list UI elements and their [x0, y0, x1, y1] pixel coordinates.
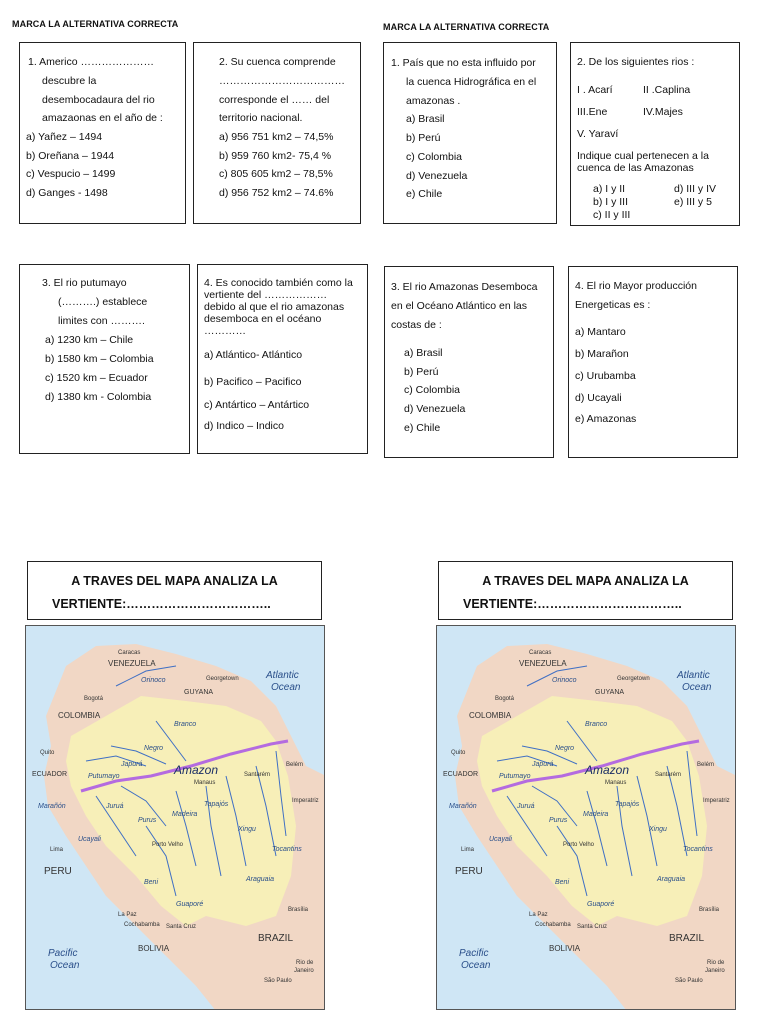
city-label-caracas: Caracas — [118, 650, 141, 656]
river-label-beni: Beni — [555, 879, 570, 886]
river-label-jurua: Juruá — [106, 803, 124, 810]
city-label-imperatriz: Imperatriz — [703, 798, 730, 804]
city-label-quito: Quito — [40, 750, 55, 756]
city-label-santa-cruz: Santa Cruz — [166, 924, 197, 930]
question-line: Energeticas es : — [575, 299, 651, 311]
option-c[interactable]: c) II y III — [593, 209, 631, 221]
city-label-la-paz: La Paz — [118, 912, 137, 918]
header-left: MARCA LA ALTERNATIVA CORRECTA — [12, 19, 179, 29]
city-label-santa-cruz: Santa Cruz — [577, 924, 608, 930]
river-label-madeira: Madeira — [172, 811, 198, 818]
option-a[interactable]: a) 1230 km – Chile — [45, 334, 134, 346]
map-title-line2: VERTIENTE:…………………………….. — [463, 597, 682, 611]
question-box-a2 — [193, 42, 361, 224]
river-label-jurua: Juruá — [517, 803, 535, 810]
river-label-guapore: Guaporé — [176, 901, 204, 908]
question-line: 4. El rio Mayor producción — [575, 280, 697, 292]
question-line: 1. Americo ………………… — [28, 56, 155, 68]
option-c[interactable]: c) Antártico – Antártico — [204, 399, 310, 411]
option-c[interactable]: c) Colombia — [404, 384, 461, 396]
city-label-rio: Rio de — [296, 960, 314, 966]
city-label-manaus: Manaus — [194, 780, 216, 786]
map-title-box-left — [27, 561, 322, 620]
option-a[interactable]: a) Brasil — [404, 347, 443, 359]
option-d[interactable]: d) 1380 km - Colombia — [45, 391, 152, 403]
city-label-georgetown: Georgetown — [206, 676, 239, 682]
option-d[interactable]: d) Ganges - 1498 — [26, 187, 108, 199]
option-a[interactable]: a) I y II — [593, 183, 626, 195]
option-d[interactable]: d) Ucayali — [575, 392, 622, 404]
option-d[interactable]: d) Venezuela — [406, 170, 468, 182]
question-line: amazonas . — [406, 95, 461, 107]
city-label-sao-paulo: São Paulo — [675, 978, 703, 984]
city-label-sao-paulo: São Paulo — [264, 978, 292, 984]
city-label-brasilia: Brasília — [699, 907, 720, 913]
river-label-tocantins: Tocantins — [683, 846, 713, 853]
question-line: Indique cual pertenecen a la — [577, 150, 709, 162]
option-c[interactable]: c) 805 605 km2 – 78,5% — [219, 168, 333, 180]
map-title-line1: A TRAVES DEL MAPA ANALIZA LA — [71, 574, 278, 588]
option-d[interactable]: d) 956 752 km2 – 74.6% — [219, 187, 334, 199]
river-label-xingu: Xingu — [238, 826, 256, 833]
river-label-xingu: Xingu — [649, 826, 667, 833]
city-label-georgetown: Georgetown — [617, 676, 650, 682]
map-svg — [26, 626, 325, 1010]
ocean-label-pacific-2: Ocean — [461, 960, 491, 971]
option-e[interactable]: e) Amazonas — [575, 413, 637, 425]
question-line: 3. El rio putumayo — [42, 277, 127, 289]
question-line: corresponde el …… del — [219, 94, 330, 106]
river-label-tocantins: Tocantins — [272, 846, 302, 853]
river-label-tapajos: Tapajós — [204, 801, 229, 808]
question-line: amazaonas en el año de : — [42, 112, 163, 124]
city-label-porto-velho: Porto Velho — [563, 842, 595, 848]
river-label-tapajos: Tapajós — [615, 801, 640, 808]
option-a[interactable]: a) 956 751 km2 – 74,5% — [219, 131, 334, 143]
option-d[interactable]: d) Venezuela — [404, 403, 466, 415]
question-box-b3 — [384, 266, 554, 458]
river-label-araguaia: Araguaia — [246, 876, 275, 883]
option-c[interactable]: c) Colombia — [406, 151, 463, 163]
river-item: II .Caplina — [643, 84, 691, 96]
option-a[interactable]: a) Mantaro — [575, 326, 626, 338]
question-line: vertiente del ……………… — [204, 289, 328, 301]
city-label-rio: Rio de — [707, 960, 725, 966]
map-title-box-right — [438, 561, 733, 620]
question-box-a1 — [19, 42, 186, 224]
river-label-beni: Beni — [144, 879, 159, 886]
country-label-peru: PERU — [44, 866, 72, 877]
option-e[interactable]: e) III y 5 — [674, 196, 712, 208]
country-label-colombia: COLOMBIA — [58, 711, 101, 720]
city-label-la-paz: La Paz — [529, 912, 548, 918]
river-label-araguaia: Araguaia — [657, 876, 686, 883]
country-label-brazil: BRAZIL — [258, 933, 294, 944]
country-label-venezuela: VENEZUELA — [519, 659, 567, 668]
option-e[interactable]: e) Chile — [406, 188, 443, 200]
option-e[interactable]: e) Chile — [404, 422, 441, 434]
river-label-japura: Japurá — [121, 761, 143, 768]
city-label-brasilia: Brasília — [288, 907, 309, 913]
question-line: (……….) establece — [58, 296, 148, 308]
option-c[interactable]: c) 1520 km – Ecuador — [45, 372, 148, 384]
river-label-putumayo: Putumayo — [88, 773, 120, 780]
country-label-bolivia: BOLIVIA — [138, 944, 170, 953]
option-b[interactable]: b) Perú — [404, 366, 439, 378]
map-title-line2: VERTIENTE:…………………………….. — [52, 597, 271, 611]
option-b[interactable]: b) 959 760 km2- 75,4 % — [219, 150, 332, 162]
option-b[interactable]: b) Pacifico – Pacifico — [204, 376, 302, 388]
country-label-guyana: GUYANA — [184, 689, 214, 696]
river-label-orinoco: Orinoco — [552, 677, 577, 684]
city-label-santarem: Santarém — [244, 772, 271, 778]
amazon-basin-map-left — [25, 625, 325, 1010]
river-label-guapore: Guaporé — [587, 901, 615, 908]
city-label-lima: Lima — [50, 847, 64, 853]
question-box-b2 — [570, 42, 740, 226]
city-label-belem: Belém — [697, 762, 715, 768]
question-line: 2. Su cuenca comprende — [219, 56, 336, 68]
question-line: descubre la — [42, 75, 97, 87]
country-label-peru: PERU — [455, 866, 483, 877]
city-label-rio-2: Janeiro — [705, 968, 725, 974]
question-line: desemboca en el océano — [204, 313, 322, 325]
question-line: 4. Es conocido también como la — [204, 277, 353, 289]
city-label-rio-2: Janeiro — [294, 968, 314, 974]
country-label-bolivia: BOLIVIA — [549, 944, 581, 953]
city-label-bogota: Bogotá — [84, 696, 104, 702]
river-item: IV.Majes — [643, 106, 683, 118]
river-label-madeira: Madeira — [583, 811, 609, 818]
country-label-colombia: COLOMBIA — [469, 711, 512, 720]
option-a[interactable]: a) Brasil — [406, 113, 445, 125]
question-line: 3. El rio Amazonas Desemboca — [391, 281, 538, 293]
question-box-b1 — [383, 42, 557, 224]
river-label-putumayo: Putumayo — [499, 773, 531, 780]
country-label-ecuador: ECUADOR — [443, 771, 479, 778]
option-b[interactable]: b) I y III — [593, 196, 629, 208]
option-d[interactable]: d) III y IV — [674, 183, 717, 195]
option-a[interactable]: a) Atlántico- Atlántico — [204, 349, 303, 361]
country-label-venezuela: VENEZUELA — [108, 659, 156, 668]
question-line: debido al que el rio amazonas — [204, 301, 345, 313]
river-item: III.Ene — [577, 106, 608, 118]
river-label-ucayali: Ucayali — [78, 836, 101, 843]
question-line: desembocadaura del rio — [42, 94, 155, 106]
header-right: MARCA LA ALTERNATIVA CORRECTA — [383, 22, 550, 32]
river-label-orinoco: Orinoco — [141, 677, 166, 684]
city-label-caracas: Caracas — [529, 650, 552, 656]
question-line: la cuenca Hidrográfica en el — [406, 76, 537, 88]
ocean-label-pacific: Pacific — [48, 948, 78, 959]
question-line: ……………………………… — [219, 75, 345, 87]
option-b[interactable]: b) Perú — [406, 132, 441, 144]
option-c[interactable]: c) Vespucio – 1499 — [26, 168, 116, 180]
question-line: limites con ………. — [58, 315, 145, 327]
ocean-label-atlantic: Atlantic — [266, 670, 299, 681]
river-item: I . Acarí — [577, 84, 613, 96]
city-label-cochabamba: Cochabamba — [124, 922, 160, 928]
city-label-manaus: Manaus — [605, 780, 627, 786]
question-box-a3 — [19, 264, 190, 454]
question-line: cuenca de las Amazonas — [577, 162, 694, 174]
city-label-lima: Lima — [461, 847, 475, 853]
map-svg — [437, 626, 736, 1010]
river-item: V. Yaraví — [577, 128, 619, 140]
question-line: en el Océano Atlántico en las — [391, 300, 528, 312]
question-line: ………… — [204, 325, 246, 337]
ocean-label-atlantic: Atlantic — [677, 670, 710, 681]
river-label-branco: Branco — [174, 721, 197, 728]
river-label-branco: Branco — [585, 721, 608, 728]
amazon-basin-map-right — [436, 625, 736, 1010]
river-label-japura: Japurá — [532, 761, 554, 768]
city-label-quito: Quito — [451, 750, 466, 756]
question-line: territorio nacional. — [219, 112, 303, 124]
question-line: costas de : — [391, 319, 442, 331]
map-title-line1: A TRAVES DEL MAPA ANALIZA LA — [482, 574, 689, 588]
city-label-santarem: Santarém — [655, 772, 682, 778]
ocean-label-atlantic-2: Ocean — [271, 682, 301, 693]
river-label-purus: Purus — [138, 817, 157, 824]
river-label-maranon: Marañón — [449, 803, 477, 810]
country-label-guyana: GUYANA — [595, 689, 625, 696]
city-label-imperatriz: Imperatriz — [292, 798, 319, 804]
option-b[interactable]: b) 1580 km – Colombia — [45, 353, 154, 365]
question-line: 1. País que no esta influido por — [391, 57, 536, 69]
city-label-porto-velho: Porto Velho — [152, 842, 184, 848]
river-label-purus: Purus — [549, 817, 568, 824]
option-d[interactable]: d) Indico – Indico — [204, 420, 284, 432]
option-b[interactable]: b) Marañon — [575, 348, 629, 360]
city-label-belem: Belém — [286, 762, 304, 768]
question-line: 2. De los siguientes rios : — [577, 56, 695, 68]
river-label-negro: Negro — [144, 745, 164, 752]
question-box-b4 — [568, 266, 738, 458]
ocean-label-atlantic-2: Ocean — [682, 682, 712, 693]
river-label-amazon: Amazon — [174, 763, 219, 777]
river-label-ucayali: Ucayali — [489, 836, 512, 843]
ocean-label-pacific: Pacific — [459, 948, 489, 959]
option-a[interactable]: a) Yañez – 1494 — [26, 131, 103, 143]
river-label-maranon: Marañón — [38, 803, 66, 810]
river-label-negro: Negro — [555, 745, 575, 752]
ocean-label-pacific-2: Ocean — [50, 960, 80, 971]
country-label-brazil: BRAZIL — [669, 933, 705, 944]
river-label-amazon: Amazon — [585, 763, 630, 777]
city-label-bogota: Bogotá — [495, 696, 515, 702]
option-c[interactable]: c) Urubamba — [575, 370, 636, 382]
question-box-a4 — [197, 264, 368, 454]
country-label-ecuador: ECUADOR — [32, 771, 68, 778]
city-label-cochabamba: Cochabamba — [535, 922, 571, 928]
option-b[interactable]: b) Oreñana – 1944 — [26, 150, 115, 162]
